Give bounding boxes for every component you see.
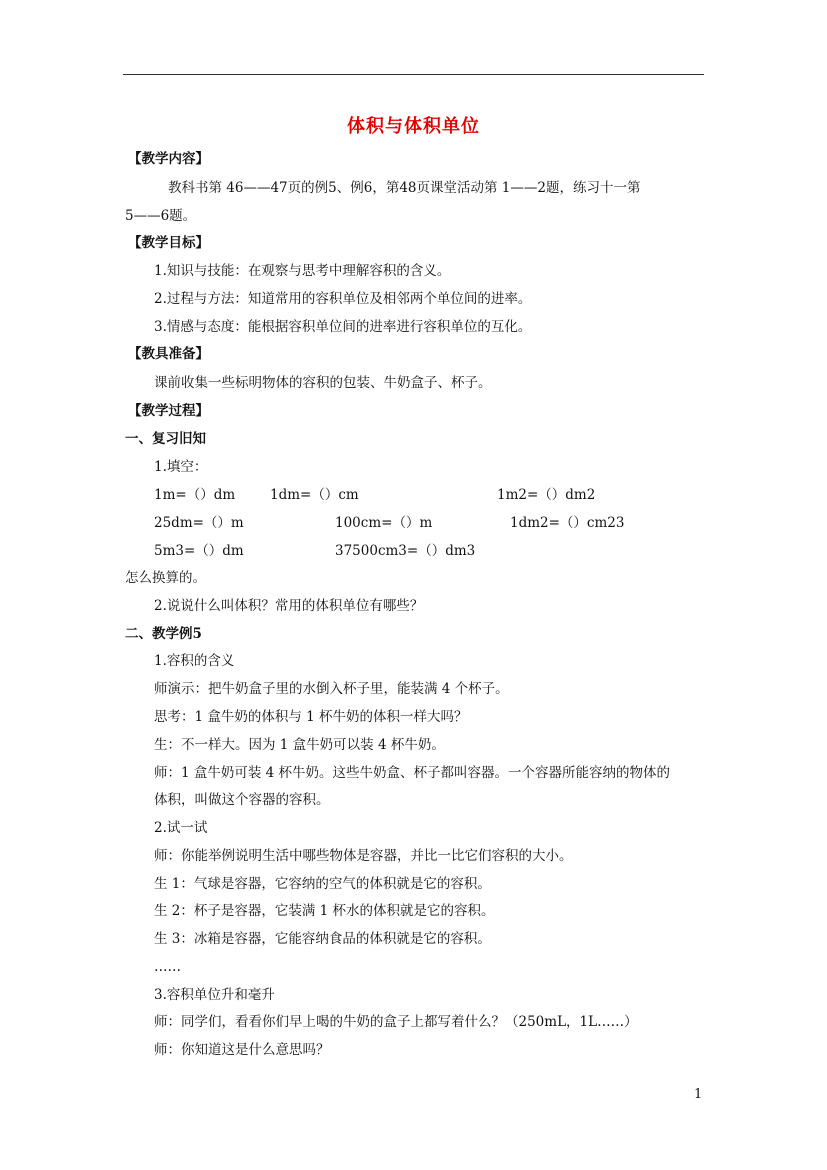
student-1: 生 1：气球是容器，它容纳的空气的体积就是它的容积。 [154, 876, 491, 892]
fill-item: 1dm2=（）cm23 [510, 515, 625, 531]
page-number: 1 [694, 1087, 703, 1102]
fill-item: 1dm=（）cm [270, 487, 359, 503]
teacher-explain-2: 体积，叫做这个容器的容积。 [154, 792, 330, 808]
teacher-milk: 师：同学们，看看你们早上喝的牛奶的盒子上都写着什么？（250mL，1L……） [154, 1014, 638, 1030]
part1-heading: 一、复习旧知 [125, 431, 206, 447]
tools-line: 课前收集一些标明物体的容积的包装、牛奶盒子、杯子。 [154, 375, 492, 391]
question-2: 2.说说什么叫体积？常用的体积单位有哪些？ [154, 598, 424, 614]
fill-item: 1m2=（）dm2 [497, 487, 596, 503]
fill-item: 5m3=（）dm [154, 543, 244, 559]
try-it: 2.试一试 [154, 820, 208, 836]
student-answer: 生：不一样大。因为 1 盒牛奶可以装 4 杯牛奶。 [154, 737, 445, 753]
teacher-ask: 师：你能举例说明生活中哪些物体是容器，并比一比它们容积的大小。 [154, 848, 573, 864]
fill-item: 1m=（）dm [154, 487, 236, 503]
fill-item: 37500cm3=（）dm3 [335, 543, 476, 559]
goal-1: 1.知识与技能：在观察与思考中理解容积的含义。 [154, 263, 451, 279]
fill-item: 100cm=（）m [335, 515, 433, 531]
teacher-demo: 师演示：把牛奶盒子里的水倒入杯子里，能装满 4 个杯子。 [154, 681, 509, 697]
student-3: 生 3：冰箱是容器，它能容纳食品的体积就是它的容积。 [154, 931, 491, 947]
fill-item: 25dm=（）m [154, 515, 244, 531]
how-convert: 怎么换算的。 [125, 570, 206, 586]
student-2: 生 2：杯子是容器，它装满 1 杯水的体积就是它的容积。 [154, 903, 495, 919]
content-line-1: 教科书第 46——47页的例5、例6，第48页课堂活动第 1——2题，练习十一第 [168, 180, 641, 196]
tools-heading: 【教具准备】 [128, 346, 209, 362]
ellipsis: …… [154, 959, 181, 975]
teacher-explain-1: 师：1 盒牛奶可装 4 杯牛奶。这些牛奶盒、杯子都叫容器。一个容器所能容纳的物体的 [154, 765, 671, 781]
header-rule [123, 74, 704, 75]
goals-heading: 【教学目标】 [128, 235, 209, 251]
process-heading: 【教学过程】 [128, 403, 209, 419]
think: 思考：1 盒牛奶的体积与 1 杯牛奶的体积一样大吗？ [154, 709, 468, 725]
fill-label: 1.填空： [154, 459, 208, 475]
goal-2: 2.过程与方法：知道常用的容积单位及相邻两个单位间的进率。 [154, 291, 532, 307]
teacher-mean: 师：你知道这是什么意思吗？ [154, 1042, 330, 1058]
part2-heading: 二、教学例5 [125, 626, 202, 642]
capacity-meaning: 1.容积的含义 [154, 653, 235, 669]
units-heading: 3.容积单位升和毫升 [154, 987, 275, 1003]
content-line-2: 5——6题。 [125, 208, 197, 224]
page-title: 体积与体积单位 [347, 116, 480, 137]
content-heading: 【教学内容】 [128, 151, 209, 167]
goal-3: 3.情感与态度：能根据容积单位间的进率进行容积单位的互化。 [154, 319, 532, 335]
